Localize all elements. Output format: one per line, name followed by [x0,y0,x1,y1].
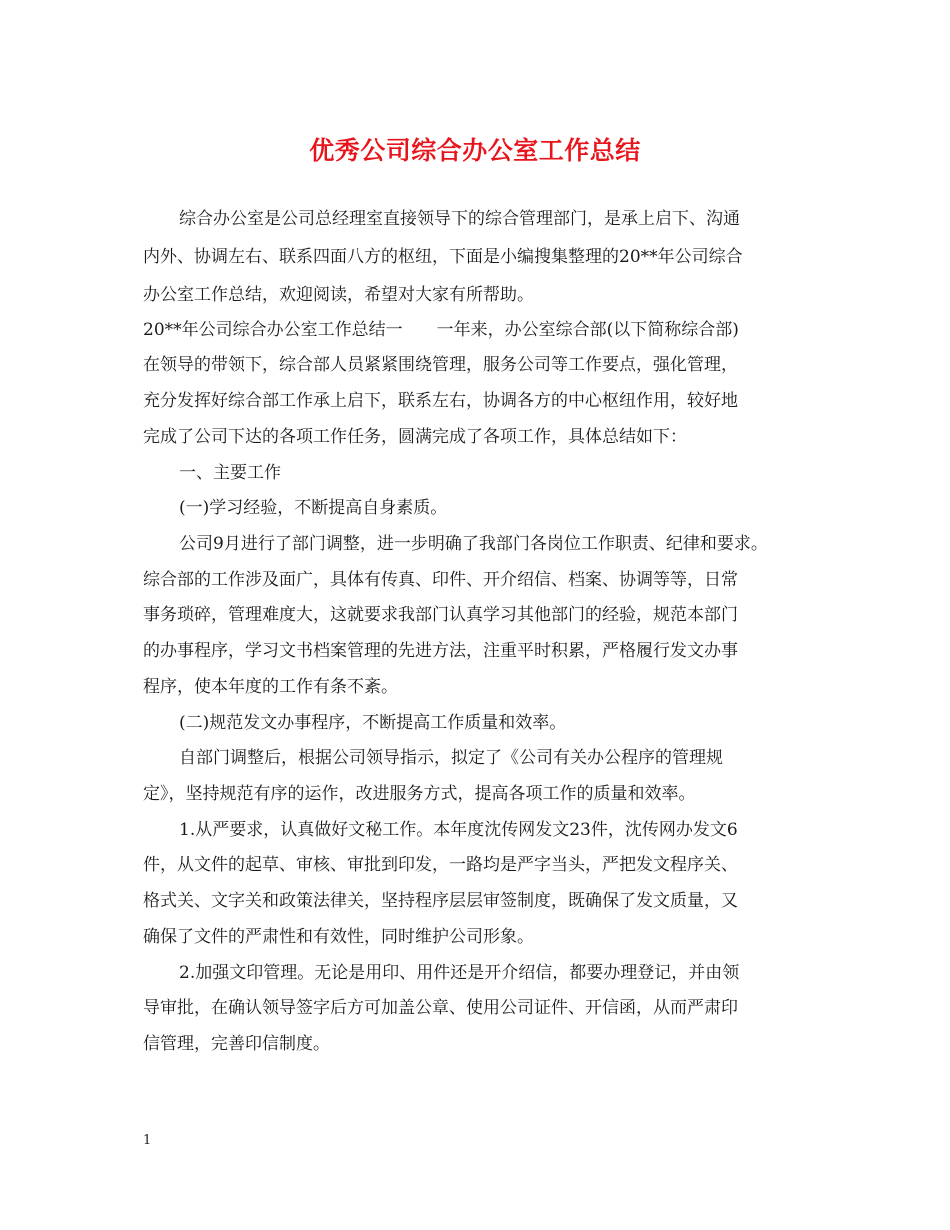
body-line: 自部门调整后，根据公司领导指示，拟定了《公司有关办公程序的管理规 [179,748,723,768]
body-line: 充分发挥好综合部工作承上启下，联系左右，协调各方的中心枢纽作用，较好地 [143,391,738,411]
body-line: 办公室工作总结，欢迎阅读，希望对大家有所帮助。 [143,285,534,305]
body-line: 导审批，在确认领导签字后方可加盖公章、使用公司证件、开信函，从而严肃印 [143,998,738,1018]
body-line: 1.从严要求，认真做好文秘工作。本年度沈传网发文23件，沈传网办发文6 [179,820,738,840]
body-line: 2.加强文印管理。无论是用印、用件还是开介绍信，都要办理登记，并由领 [179,963,740,983]
body-line: 件，从文件的起草、审核、审批到印发，一路均是严字当头，严把发文程序关、 [143,855,738,875]
body-line: 确保了文件的严肃性和有效性，同时维护公司形象。 [143,927,534,947]
body-line: 公司9月进行了部门调整，进一步明确了我部门各岗位工作职责、纪律和要求。 [179,534,768,554]
body-line: 事务琐碎，管理难度大，这就要求我部门认真学习其他部门的经验，规范本部门 [143,605,738,625]
page-number: 1 [143,1133,152,1148]
body-line: 20**年公司综合办公室工作总结一 一年来，办公室综合部(以下简称综合部) [143,320,739,340]
body-line: 综合办公室是公司总经理室直接领导下的综合管理部门，是承上启下、沟通 [179,209,740,229]
body-line: 定》，坚持规范有序的运作，改进服务方式，提高各项工作的质量和效率。 [143,784,696,804]
body-line: 程序，使本年度的工作有条不紊。 [143,677,398,697]
body-line: 内外、协调左右、联系四面八方的枢纽，下面是小编搜集整理的20**年公司综合 [143,247,743,267]
subsection-heading: (二)规范发文办事程序，不断提高工作质量和效率。 [179,713,567,733]
section-heading: 一、主要工作 [179,463,281,483]
subsection-heading: (一)学习经验，不断提高自身素质。 [179,498,448,518]
body-line: 在领导的带领下，综合部人员紧紧围绕管理，服务公司等工作要点，强化管理， [143,355,738,375]
body-line: 信管理，完善印信制度。 [143,1034,330,1054]
body-line: 完成了公司下达的各项工作任务，圆满完成了各项工作，具体总结如下： [143,427,687,447]
body-line: 格式关、文字关和政策法律关，坚持程序层层审签制度，既确保了发文质量，又 [143,891,738,911]
body-line: 综合部的工作涉及面广，具体有传真、印件、开介绍信、档案、协调等等，日常 [143,570,738,590]
document-title: 优秀公司综合办公室工作总结 [309,136,641,165]
body-line: 的办事程序，学习文书档案管理的先进方法，注重平时积累，严格履行发文办事 [143,641,738,661]
